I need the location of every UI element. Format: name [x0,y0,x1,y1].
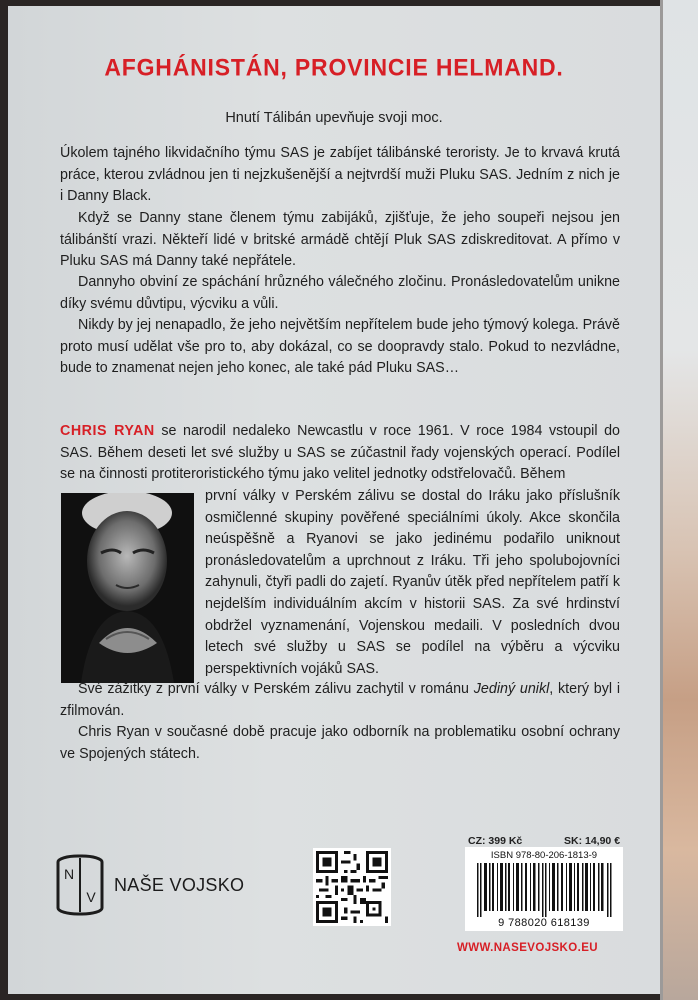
author-bio-novel [60,679,620,722]
novel-post-text: , který byl i zfilmován. [60,681,621,719]
back-cover [8,6,660,994]
novel-title: Jediný unikl [473,681,550,697]
author-portrait-icon [61,493,194,683]
book-spine [660,0,698,1000]
blurb-paragraph-3: Dannyho obviní ze spáchání hrůzného válečného zločinu. Pronásledovatelům unikne díky svému důvtipu, výcviku a vůli. [60,274,620,312]
author-bio-current: Chris Ryan v současné době pracuje jako odborník na problematiku osobní ochrany ve Spojených státech. [60,724,620,762]
author-bio-intro-text: se narodil nedaleko Newcastlu v roce 1961. V roce 1984 vstoupil do SAS. Během deseti let své služby u SAS se zúčastnil řady vojenských operací. Podílel se na činnosti protiteroristického týmu jako velitel jednotky odstřelovačů. Během [60,423,620,483]
ean-number: 9 788020 618139 [498,917,590,929]
price-sk: SK: 14,90 € [564,835,621,847]
qr-code-icon [313,848,391,926]
barcode [465,847,623,931]
author-photo [61,493,194,683]
headline: AFGHÁNISTÁN, PROVINCIE HELMAND. [104,53,564,81]
blurb-paragraph-1: Úkolem tajného likvidačního týmu SAS je zabíjet tálibánské teroristy. Je to krvavá krutá práce, kterou zvládnou jen ti nejzkušenější a nejtvrdší muži Pluku SAS. Jedním z nich je i Danny Black. [60,145,620,205]
price-cz: CZ: 399 Kč [468,835,523,847]
publisher-logo [56,854,244,916]
publisher-emblem-icon [56,854,104,916]
logo-letter-n: N [63,866,75,882]
barcode-bars-icon [477,863,613,917]
publisher-website[interactable]: WWW.NASEVOJSKO.EU [457,942,598,954]
tagline: Hnutí Tálibán upevňuje svoji moc. [225,110,443,126]
author-bio-intro [60,421,620,486]
logo-letter-v: V [86,889,96,905]
novel-pre-text: Své zážitky z první války v Perském zálivu zachytil v románu [78,681,474,697]
isbn-number: ISBN 978-80-206-1813-9 [490,850,598,861]
blurb-paragraph-4: Nikdy by jej nenapadlo, že jeho největším nepřítelem bude jeho týmový kolega. Právě proto musí udělat vše pro to, aby dokázal, co se doopravdy stalo. Pokud to nezvládne, bude to znamenat nejen jeho konec, ale také pád Pluku SAS… [60,317,620,377]
author-bio-main: první války v Perském zálivu se dostal do Iráku jako příslušník osmičlenné skupiny pověřené speciálními úkoly. Akce skončila neúspěšně a Ryanovi se jako jedinému podařilo uniknout pronásledovatelům a uprchnout z Iráku. Tři jeho spolubojovníci zahynuli, čtyři padli do zajetí. Ryanův útěk před nepřítelem patří k nejdelším individuálním akcím v historii SAS. Za své hrdinství obdržel vyznamenání, Vojenskou medaili. V posledních dvou letech své služby u SAS se podílel na výběru a výcviku perspektivních vojáků SAS. [205,488,620,677]
publisher-name: NAŠE VOJSKO [114,874,245,895]
qr-code [313,848,391,926]
author-name: CHRIS RYAN [60,423,155,439]
spine-edge [660,0,663,1000]
blurb-paragraph-2: Když se Danny stane členem týmu zabijáků, zjišťuje, že jeho soupeři nejsou jen tálibánští vrazi. Někteří lidé v britské armádě chtějí Pluk SAS zdiskreditovat. A přímo v Pluku SAS má Danny také nepřátele. [60,210,620,270]
